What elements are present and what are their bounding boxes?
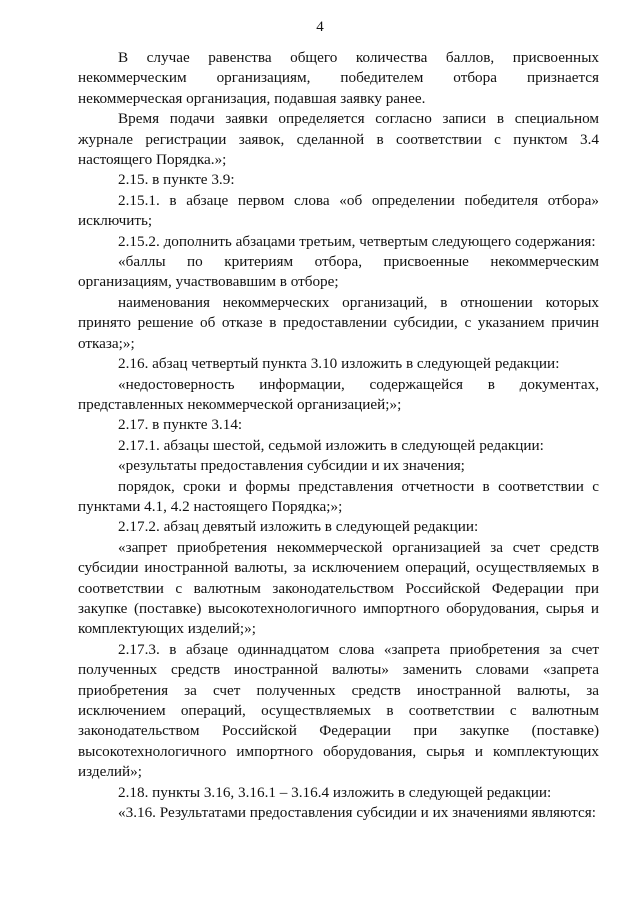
page-number: 4 xyxy=(316,19,324,35)
paragraph-quote-inaccuracy: «недостоверность информации, содержащейся в документах, представленных некоммерческой организацией;»; xyxy=(78,375,599,413)
paragraph-quote-results: «результаты предоставления субсидии и их значения; xyxy=(118,457,465,475)
paragraph-2-15-1: 2.15.1. в абзаце первом слова «об определении победителя отбора» исключить; xyxy=(78,191,599,230)
paragraph-2-18: 2.18. пункты 3.16, 3.16.1 – 3.16.4 изложить в следующей редакции: xyxy=(118,783,552,801)
paragraph-2-17-3: 2.17.3. в абзаце одиннадцатом слова «запрета приобретения за счет полученных средств иностранной валюты» заменить словами «запрета приобретения за счет полученных средств иностранной валюты, за исключением операций, осуществляемых в соответствии с валютным законодательством Российской Федерации при закупке (поставке) высокотехнологичного импортного оборудования, сырья и комплектующих изделий»; xyxy=(78,640,599,781)
paragraph-quote-scores: «баллы по критериям отбора, присвоенные некоммерческим организациям, участвовавшим в отборе; xyxy=(78,253,599,291)
paragraph-2-15: 2.15. в пункте 3.9: xyxy=(118,171,235,189)
document-body xyxy=(78,48,599,823)
paragraph-2-16: 2.16. абзац четвертый пункта 3.10 изложить в следующей редакции: xyxy=(118,355,560,373)
paragraph-2-17-1: 2.17.1. абзацы шестой, седьмой изложить в следующей редакции: xyxy=(118,436,544,454)
paragraph-tie-rule: В случае равенства общего количества баллов, присвоенных некоммерческим организациям, победителем отбора признается некоммерческая организация, подавшая заявку ранее. xyxy=(78,49,599,107)
paragraph-2-15-2: 2.15.2. дополнить абзацами третьим, четвертым следующего содержания: xyxy=(118,232,596,250)
paragraph-submission-time: Время подачи заявки определяется согласно записи в специальном журнале регистрации заявок, сделанной в соответствии с пунктом 3.4 настоящего Порядка.»; xyxy=(78,110,599,169)
paragraph-2-17: 2.17. в пункте 3.14: xyxy=(118,416,243,434)
paragraph-quote-currency-ban: «запрет приобретения некоммерческой организацией за счет средств субсидии иностранной валюты, за исключением операций, осуществляемых в соответствии с валютным законодательством Российской Федерации при закупке (поставке) высокотехнологичного импортного оборудования, сырья и комплектующих изделий;»; xyxy=(78,538,599,638)
paragraph-quote-refusals: наименования некоммерческих организаций, в отношении которых принято решение об отказе в предоставлении субсидии, с указанием причин отказа;»; xyxy=(78,293,599,352)
paragraph-2-17-2: 2.17.2. абзац девятый изложить в следующей редакции: xyxy=(118,518,479,536)
paragraph-quote-reporting: порядок, сроки и формы представления отчетности в соответствии с пунктами 4.1, 4.2 настоящего Порядка;»; xyxy=(78,477,599,515)
paragraph-quote-3-16: «3.16. Результатами предоставления субсидии и их значениями являются: xyxy=(118,804,596,822)
